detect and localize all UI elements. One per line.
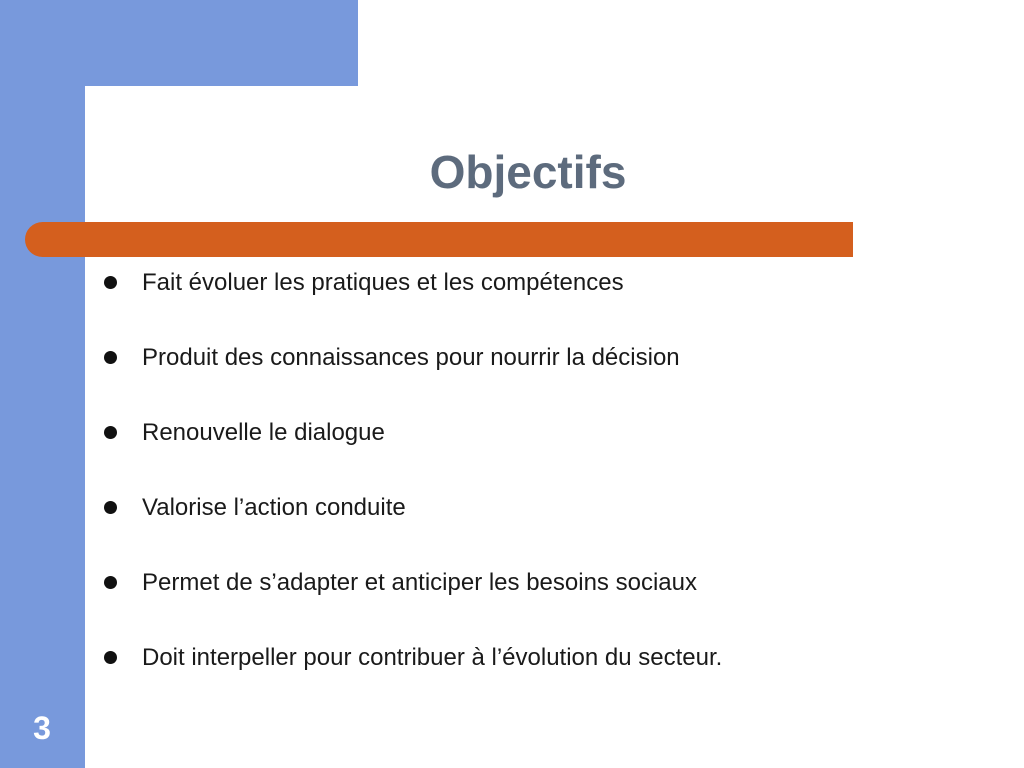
bullet-dot-icon bbox=[104, 651, 117, 664]
bullet-text: Valorise l’action conduite bbox=[142, 494, 406, 521]
bullet-dot-icon bbox=[104, 426, 117, 439]
bullet-dot-icon bbox=[104, 501, 117, 514]
bullet-text: Renouvelle le dialogue bbox=[142, 419, 385, 446]
bullet-dot-icon bbox=[104, 576, 117, 589]
rounded-content-corner bbox=[85, 86, 205, 206]
bullet-text: Doit interpeller pour contribuer à l’évolution du secteur. bbox=[142, 644, 723, 671]
bullet-text: Permet de s’adapter et anticiper les besoins sociaux bbox=[142, 569, 697, 596]
bullet-dot-icon bbox=[104, 351, 117, 364]
slide-title: Objectifs bbox=[429, 146, 627, 198]
left-blue-band bbox=[0, 0, 85, 768]
bullet-dot-icon bbox=[104, 276, 117, 289]
title-underline-bar bbox=[25, 222, 853, 257]
bullet-text: Fait évoluer les pratiques et les compétences bbox=[142, 269, 624, 296]
bullet-text: Produit des connaissances pour nourrir la décision bbox=[142, 344, 680, 371]
top-blue-band bbox=[0, 0, 358, 86]
page-number: 3 bbox=[33, 710, 51, 746]
